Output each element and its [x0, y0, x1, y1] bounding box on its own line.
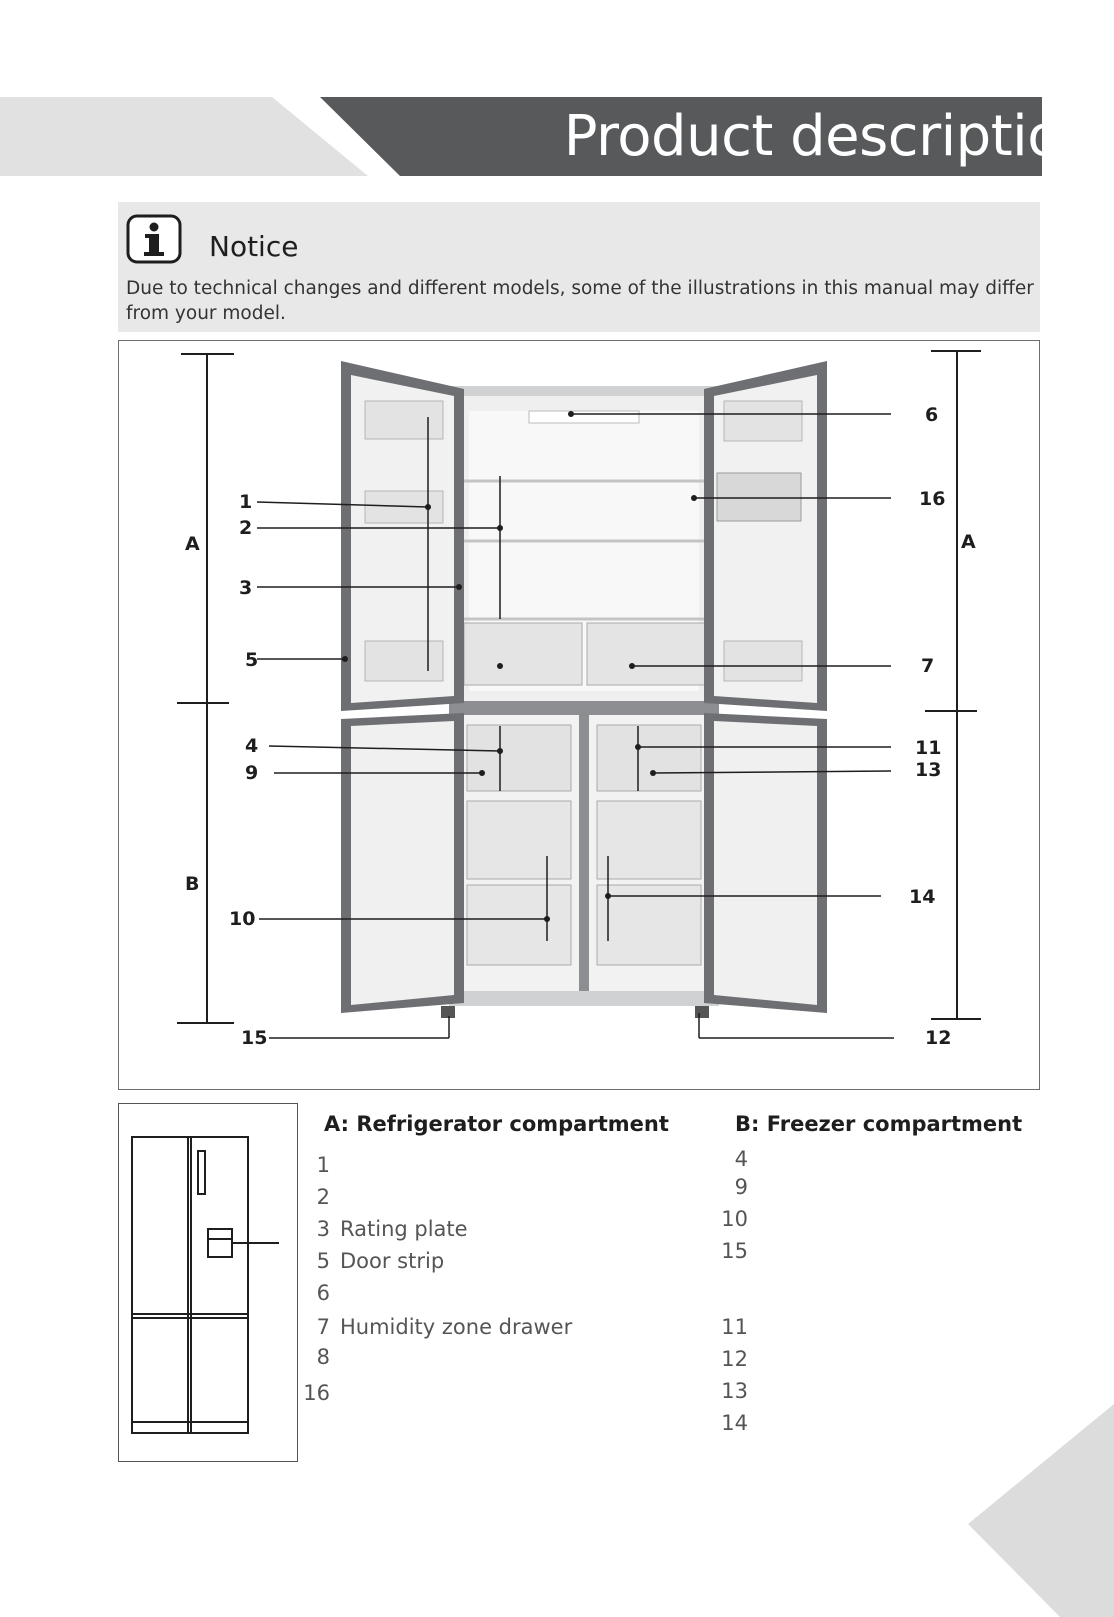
legend-a-item: 2	[316, 1185, 330, 1209]
legend-b-item: 11	[721, 1315, 748, 1339]
section-label-a-right: A	[961, 531, 976, 553]
legend-a-item: 5 Door strip	[316, 1249, 445, 1273]
section-label-a-left: A	[185, 533, 200, 555]
info-icon	[126, 214, 182, 264]
callout-9: 9	[245, 762, 259, 784]
legend-b-item: 15	[721, 1239, 748, 1263]
page-title: Product description	[563, 104, 1096, 169]
callout-4: 4	[245, 735, 259, 757]
legend-title-a: A: Refrigerator compartment	[324, 1112, 669, 1136]
corner-decoration	[960, 1390, 1114, 1617]
callout-2: 2	[239, 517, 253, 539]
legend-b-item: 14	[721, 1411, 748, 1435]
callout-1: 1	[239, 491, 253, 513]
closed-fridge-icon	[119, 1104, 299, 1463]
callout-10: 10	[229, 908, 256, 930]
callout-13: 13	[915, 759, 942, 781]
section-label-b: B	[185, 873, 200, 895]
callout-5: 5	[245, 649, 259, 671]
legend-b-item: 10	[721, 1207, 748, 1231]
callout-11: 11	[915, 737, 942, 759]
callout-16: 16	[919, 488, 946, 510]
notice-title: Notice	[209, 230, 299, 263]
legend-title-b: B: Freezer compartment	[735, 1112, 1023, 1136]
legend-a-item: 1	[316, 1153, 330, 1177]
callout-12: 12	[925, 1027, 952, 1049]
callout-6: 6	[925, 404, 939, 426]
callout-15: 15	[241, 1027, 268, 1049]
notice-box	[118, 202, 1040, 332]
legend-a-item: 8	[316, 1345, 330, 1369]
legend-b-item: 13	[721, 1379, 748, 1403]
callout-7: 7	[921, 655, 935, 677]
legend-a-item: 16	[303, 1381, 330, 1405]
legend-b-item: 4	[734, 1147, 748, 1171]
legend-b-item: 12	[721, 1347, 748, 1371]
callout-14: 14	[909, 886, 936, 908]
fridge-thumbnail	[118, 1103, 298, 1462]
legend-a-item: 6	[316, 1281, 330, 1305]
fridge-diagram	[118, 340, 1040, 1090]
callout-3: 3	[239, 577, 253, 599]
legend-a-item: 7 Humidity zone drawer	[316, 1315, 573, 1339]
notice-text: Due to technical changes and different models, some of the illustrations in this manual may differ from your model.	[126, 278, 1034, 324]
legend-b-item: 9	[734, 1175, 748, 1199]
legend-a-item: 3 Rating plate	[316, 1217, 468, 1241]
fridge-illustration	[119, 341, 1041, 1091]
